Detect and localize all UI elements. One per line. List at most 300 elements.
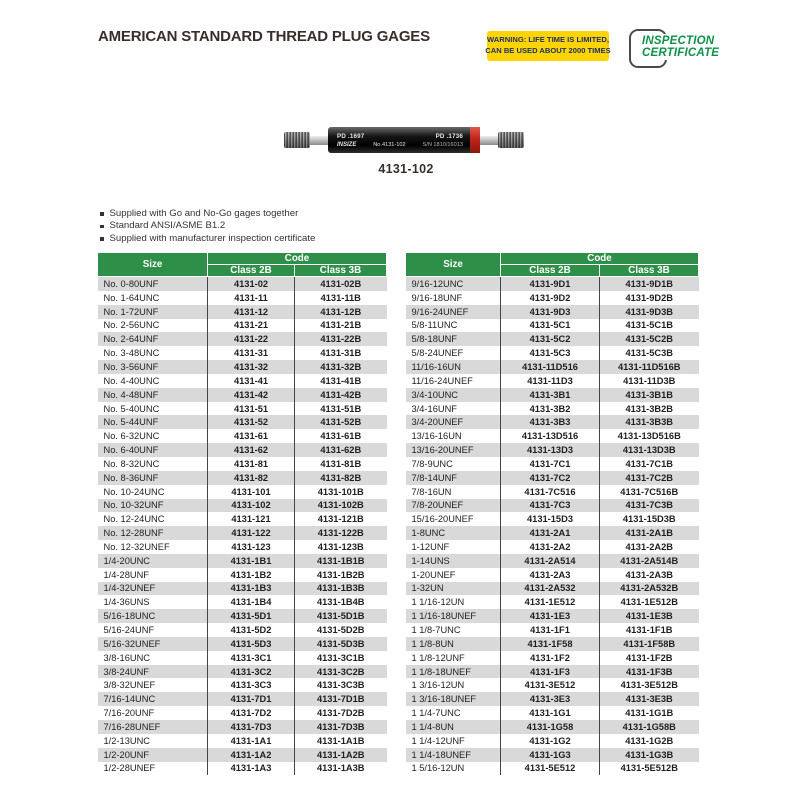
code-column-header: Code <box>208 253 387 265</box>
table-row <box>406 748 699 762</box>
size-cell: 3/8-32UNEF <box>98 678 208 692</box>
class-2b-code-cell: 4131-7C516 <box>501 485 600 499</box>
feature-list <box>100 208 315 245</box>
class-3b-code-cell: 4131-82B <box>320 472 362 483</box>
size-cell: No. 12-24UNC <box>98 512 208 526</box>
class-2b-code-cell: 4131-7C2 <box>501 471 600 485</box>
class-3b-code-cell: 4131-7C2B <box>625 472 674 483</box>
class-3b-code-cell: 4131-7C1B <box>625 458 674 469</box>
class-2b-code-cell: 4131-11D3 <box>501 374 600 388</box>
size-cell: 1/2-20UNF <box>98 748 208 762</box>
bullet-icon <box>100 237 104 241</box>
class-3b-code-cell: 4131-62B <box>320 445 362 456</box>
table-row <box>406 762 699 776</box>
class-2b-code-cell: 4131-1G58 <box>501 720 600 734</box>
certificate-line1: INSPECTION <box>642 35 715 47</box>
class-2b-code-cell: 4131-9D1 <box>501 277 600 291</box>
product-code-caption: 4131-102 <box>378 162 434 176</box>
table-row <box>406 374 699 388</box>
class-2b-code-cell: 4131-3E512 <box>501 678 600 692</box>
size-cell: 13/16-20UNEF <box>406 443 501 457</box>
table-row <box>406 346 699 360</box>
class-3b-code-cell: 4131-1B1B <box>316 555 365 566</box>
size-cell: No. 2-64UNF <box>98 332 208 346</box>
nogo-thread-tip <box>498 132 524 148</box>
class-2b-code-cell: 4131-122 <box>208 526 295 540</box>
size-column-header: Size <box>98 253 208 277</box>
class-2b-code-cell: 4131-1F3 <box>501 665 600 679</box>
size-cell: 5/16-18UNC <box>98 609 208 623</box>
class-3b-code-cell: 4131-2A514B <box>620 555 679 566</box>
certificate-label <box>639 34 722 60</box>
class-3b-code-cell: 4131-02B <box>320 278 362 289</box>
table-row <box>406 637 699 651</box>
size-cell: No. 8-32UNC <box>98 457 208 471</box>
class-2b-code-cell: 4131-5C3 <box>501 346 600 360</box>
class-2b-code-cell: 4131-3C3 <box>208 678 295 692</box>
class-3b-code-cell: 4131-3B3B <box>625 417 674 428</box>
class-2b-code-cell: 4131-1B1 <box>208 554 295 568</box>
size-cell: 3/4-16UNF <box>406 402 501 416</box>
class-3b-code-cell: 4131-122B <box>317 528 364 539</box>
class-3b-header: Class 3B <box>295 265 387 277</box>
table-row <box>406 415 699 429</box>
class-2b-code-cell: 4131-1B4 <box>208 595 295 609</box>
class-3b-code-cell: 4131-1F58B <box>623 638 676 649</box>
class-2b-code-cell: 4131-1F1 <box>501 623 600 637</box>
class-3b-code-cell: 4131-3E512B <box>620 680 678 691</box>
table-row <box>406 332 699 346</box>
feature-text: Supplied with manufacturer inspection certificate <box>109 232 316 244</box>
class-3b-code-cell: 4131-7C3B <box>625 500 674 511</box>
class-3b-code-cell: 4131-1A2B <box>316 749 365 760</box>
class-2b-code-cell: 4131-3C2 <box>208 665 295 679</box>
table-row <box>98 485 387 499</box>
size-cell: 1 1/8-8UN <box>406 637 501 651</box>
code-column-header: Code <box>501 253 699 265</box>
class-3b-code-cell: 4131-1B4B <box>316 597 365 608</box>
table-row <box>98 734 387 748</box>
class-3b-code-cell: 4131-1B2B <box>316 569 365 580</box>
class-2b-code-cell: 4131-21 <box>208 319 295 333</box>
size-cell: 1 1/4-18UNEF <box>406 748 501 762</box>
table-row <box>98 748 387 762</box>
class-2b-code-cell: 4131-1A1 <box>208 734 295 748</box>
class-3b-code-cell: 4131-51B <box>320 403 362 414</box>
class-3b-code-cell: 4131-7D3B <box>316 721 365 732</box>
class-3b-code-cell: 4131-123B <box>317 541 364 552</box>
class-3b-code-cell: 4131-1G3B <box>625 749 674 760</box>
size-cell: 1 1/4-8UN <box>406 720 501 734</box>
table-row <box>406 540 699 554</box>
spec-table-left <box>97 252 387 775</box>
table-row <box>98 305 387 319</box>
size-cell: 1-14UNS <box>406 554 501 568</box>
size-cell: 1 3/16-18UNEF <box>406 692 501 706</box>
class-3b-code-cell: 4131-1G58B <box>622 721 676 732</box>
size-cell: 3/8-16UNC <box>98 651 208 665</box>
class-3b-code-cell: 4131-1E512B <box>620 597 678 608</box>
table-row <box>98 692 387 706</box>
class-2b-code-cell: 4131-9D3 <box>501 305 600 319</box>
class-2b-code-cell: 4131-15D3 <box>501 512 600 526</box>
class-2b-code-cell: 4131-62 <box>208 443 295 457</box>
table-row <box>406 651 699 665</box>
size-cell: No. 2-56UNC <box>98 319 208 333</box>
table-row <box>98 319 387 333</box>
class-3b-code-cell: 4131-2A3B <box>625 569 674 580</box>
class-3b-code-cell: 4131-5C1B <box>625 320 674 331</box>
class-2b-header: Class 2B <box>501 265 600 277</box>
class-2b-code-cell: 4131-2A3 <box>501 568 600 582</box>
class-3b-code-cell: 4131-2A532B <box>620 583 679 594</box>
size-cell: 7/8-20UNEF <box>406 499 501 513</box>
class-2b-code-cell: 4131-52 <box>208 415 295 429</box>
size-cell: 7/8-9UNC <box>406 457 501 471</box>
table-row <box>98 762 387 776</box>
table-row <box>406 512 699 526</box>
size-cell: 1 1/8-12UNF <box>406 651 501 665</box>
class-3b-code-cell: 4131-3B1B <box>625 389 674 400</box>
size-cell: No. 3-48UNC <box>98 346 208 360</box>
class-3b-code-cell: 4131-11D3B <box>623 375 676 386</box>
table-row <box>98 499 387 513</box>
class-2b-code-cell: 4131-5C2 <box>501 332 600 346</box>
class-2b-code-cell: 4131-12 <box>208 305 295 319</box>
class-2b-code-cell: 4131-5D1 <box>208 609 295 623</box>
class-2b-code-cell: 4131-1A2 <box>208 748 295 762</box>
size-cell: 1 1/4-12UNF <box>406 734 501 748</box>
class-3b-code-cell: 4131-102B <box>317 500 364 511</box>
table-row <box>98 402 387 416</box>
table-row <box>98 443 387 457</box>
size-cell: 11/16-24UNEF <box>406 374 501 388</box>
size-cell: 13/16-16UN <box>406 429 501 443</box>
table-row <box>406 471 699 485</box>
size-cell: 9/16-18UNF <box>406 291 501 305</box>
size-cell: 7/16-20UNF <box>98 706 208 720</box>
class-3b-code-cell: 4131-1A1B <box>316 735 365 746</box>
table-row <box>406 526 699 540</box>
table-row <box>406 457 699 471</box>
class-2b-code-cell: 4131-42 <box>208 388 295 402</box>
table-row <box>98 595 387 609</box>
table-row <box>98 540 387 554</box>
table-row <box>406 499 699 513</box>
class-2b-code-cell: 4131-1E512 <box>501 595 600 609</box>
size-cell: 15/16-20UNEF <box>406 512 501 526</box>
class-3b-code-cell: 4131-5D1B <box>316 611 365 622</box>
class-3b-code-cell: 4131-1G2B <box>625 735 674 746</box>
class-3b-code-cell: 4131-5E512B <box>620 763 678 774</box>
size-cell: 1 1/16-18UNEF <box>406 609 501 623</box>
class-3b-code-cell: 4131-1F3B <box>625 666 673 677</box>
size-cell: 1-8UNC <box>406 526 501 540</box>
class-2b-code-cell: 4131-31 <box>208 346 295 360</box>
table-row <box>406 305 699 319</box>
class-2b-code-cell: 4131-1E3 <box>501 609 600 623</box>
table-row <box>406 277 699 291</box>
class-3b-code-cell: 4131-5C2B <box>625 334 674 345</box>
size-cell: No. 12-28UNF <box>98 526 208 540</box>
table-row <box>406 319 699 333</box>
size-cell: 1-20UNEF <box>406 568 501 582</box>
size-cell: No. 10-24UNC <box>98 485 208 499</box>
table-row <box>406 443 699 457</box>
model-number: No.4131-102 <box>373 141 406 148</box>
size-cell: 1 3/16-12UN <box>406 678 501 692</box>
table-row <box>406 582 699 596</box>
table-row <box>98 665 387 679</box>
class-3b-code-cell: 4131-13D516B <box>617 431 681 442</box>
bullet-icon <box>100 212 104 216</box>
table-row <box>98 457 387 471</box>
class-2b-code-cell: 4131-81 <box>208 457 295 471</box>
class-2b-code-cell: 4131-9D2 <box>501 291 600 305</box>
class-2b-code-cell: 4131-121 <box>208 512 295 526</box>
table-row <box>406 623 699 637</box>
feature-text: Standard ANSI/ASME B1.2 <box>109 220 226 232</box>
table-row <box>406 734 699 748</box>
size-cell: No. 6-40UNF <box>98 443 208 457</box>
class-2b-code-cell: 4131-13D3 <box>501 443 600 457</box>
table-row <box>98 332 387 346</box>
table-row <box>98 582 387 596</box>
size-cell: 5/16-24UNF <box>98 623 208 637</box>
class-2b-code-cell: 4131-1B3 <box>208 582 295 596</box>
size-cell: No. 4-40UNC <box>98 374 208 388</box>
table-row <box>406 665 699 679</box>
class-3b-code-cell: 4131-3E3B <box>625 694 673 705</box>
class-2b-code-cell: 4131-7D1 <box>208 692 295 706</box>
class-2b-code-cell: 4131-2A1 <box>501 526 600 540</box>
class-2b-code-cell: 4131-1G3 <box>501 748 600 762</box>
size-cell: No. 6-32UNC <box>98 429 208 443</box>
class-2b-code-cell: 4131-82 <box>208 471 295 485</box>
class-3b-code-cell: 4131-12B <box>320 306 362 317</box>
feature-text: Supplied with Go and No-Go gages together <box>109 208 299 219</box>
class-2b-code-cell: 4131-7C1 <box>501 457 600 471</box>
table-row <box>98 637 387 651</box>
table-row <box>406 609 699 623</box>
class-2b-code-cell: 4131-2A514 <box>501 554 600 568</box>
class-3b-code-cell: 4131-9D1B <box>625 278 674 289</box>
size-cell: 1 1/16-12UN <box>406 595 501 609</box>
size-column-header: Size <box>406 253 501 277</box>
class-3b-code-cell: 4131-61B <box>320 431 362 442</box>
size-cell: 1-12UNF <box>406 540 501 554</box>
class-2b-code-cell: 4131-2A532 <box>501 582 600 596</box>
class-2b-code-cell: 4131-3C1 <box>208 651 295 665</box>
class-3b-code-cell: 4131-3B2B <box>625 403 674 414</box>
class-2b-code-cell: 4131-11D516 <box>501 360 600 374</box>
table-row <box>406 706 699 720</box>
size-cell: 1-32UN <box>406 582 501 596</box>
pd-go-label: PD .1697 <box>337 132 365 140</box>
size-cell: No. 5-40UNC <box>98 402 208 416</box>
size-cell: 5/8-24UNEF <box>406 346 501 360</box>
size-cell: No. 5-44UNF <box>98 415 208 429</box>
size-cell: 1 1/4-7UNC <box>406 706 501 720</box>
table-row <box>98 720 387 734</box>
class-3b-code-cell: 4131-41B <box>320 375 362 386</box>
class-3b-code-cell: 4131-121B <box>317 514 364 525</box>
class-3b-code-cell: 4131-9D2B <box>625 292 674 303</box>
table-row <box>98 609 387 623</box>
class-3b-code-cell: 4131-1A3B <box>316 763 365 774</box>
class-2b-code-cell: 4131-1A3 <box>208 762 295 776</box>
class-2b-code-cell: 4131-1F58 <box>501 637 600 651</box>
table-row <box>98 291 387 305</box>
warning-line2: CAN BE USED ABOUT 2000 TIMES <box>485 46 611 55</box>
table-row <box>406 692 699 706</box>
table-row <box>98 623 387 637</box>
size-cell: 1 5/16-12UN <box>406 762 501 776</box>
class-2b-code-cell: 4131-3B1 <box>501 388 600 402</box>
size-cell: No. 10-32UNF <box>98 499 208 513</box>
class-3b-code-cell: 4131-5D3B <box>316 638 365 649</box>
class-2b-code-cell: 4131-51 <box>208 402 295 416</box>
class-3b-code-cell: 4131-32B <box>320 361 362 372</box>
class-3b-code-cell: 4131-9D3B <box>625 306 674 317</box>
table-row <box>98 360 387 374</box>
class-2b-code-cell: 4131-101 <box>208 485 295 499</box>
size-cell: 3/4-10UNC <box>406 388 501 402</box>
class-2b-code-cell: 4131-1G2 <box>501 734 600 748</box>
table-row <box>406 554 699 568</box>
table-row <box>98 471 387 485</box>
size-cell: 5/8-11UNC <box>406 319 501 333</box>
size-cell: 5/8-18UNF <box>406 332 501 346</box>
class-3b-code-cell: 4131-1F1B <box>625 625 673 636</box>
table-row <box>98 415 387 429</box>
class-2b-code-cell: 4131-22 <box>208 332 295 346</box>
class-2b-code-cell: 4131-02 <box>208 277 295 291</box>
class-3b-code-cell: 4131-3C1B <box>316 652 365 663</box>
class-2b-code-cell: 4131-7D2 <box>208 706 295 720</box>
size-cell: 7/8-16UN <box>406 485 501 499</box>
size-cell: No. 4-48UNF <box>98 388 208 402</box>
size-cell: No. 1-72UNF <box>98 305 208 319</box>
table-row <box>406 402 699 416</box>
size-cell: 1/2-28UNEF <box>98 762 208 776</box>
class-2b-code-cell: 4131-5D3 <box>208 637 295 651</box>
class-3b-code-cell: 4131-11D516B <box>617 361 681 372</box>
table-row <box>406 678 699 692</box>
class-2b-code-cell: 4131-7D3 <box>208 720 295 734</box>
table-row <box>406 720 699 734</box>
bullet-icon <box>100 225 104 229</box>
size-cell: 11/16-16UN <box>406 360 501 374</box>
class-3b-code-cell: 4131-3C2B <box>316 666 365 677</box>
inspection-certificate-badge <box>627 26 720 68</box>
class-2b-code-cell: 4131-1F2 <box>501 651 600 665</box>
class-3b-code-cell: 4131-5C3B <box>625 348 674 359</box>
class-2b-code-cell: 4131-102 <box>208 499 295 513</box>
product-image <box>284 126 524 154</box>
list-item <box>100 220 315 232</box>
gage-shaft-right <box>480 136 498 145</box>
class-2b-code-cell: 4131-3B2 <box>501 402 600 416</box>
class-3b-code-cell: 4131-2A2B <box>625 541 674 552</box>
table-row <box>98 277 387 291</box>
class-3b-code-cell: 4131-81B <box>320 458 362 469</box>
class-2b-header: Class 2B <box>208 265 295 277</box>
class-3b-code-cell: 4131-31B <box>320 348 362 359</box>
class-2b-code-cell: 4131-61 <box>208 429 295 443</box>
size-cell: No. 1-64UNC <box>98 291 208 305</box>
class-3b-code-cell: 4131-22B <box>320 334 362 345</box>
class-2b-code-cell: 4131-41 <box>208 374 295 388</box>
class-2b-code-cell: 4131-3B3 <box>501 415 600 429</box>
class-3b-code-cell: 4131-42B <box>320 389 362 400</box>
class-3b-code-cell: 4131-1G1B <box>625 708 674 719</box>
size-cell: 5/16-32UNEF <box>98 637 208 651</box>
pd-nogo-label: PD .1736 <box>435 132 463 140</box>
table-row <box>98 388 387 402</box>
class-3b-code-cell: 4131-7D1B <box>316 694 365 705</box>
class-2b-code-cell: 4131-1G1 <box>501 706 600 720</box>
table-row <box>98 512 387 526</box>
class-3b-code-cell: 4131-5D2B <box>316 625 365 636</box>
class-3b-code-cell: 4131-2A1B <box>625 528 674 539</box>
table-row <box>98 554 387 568</box>
size-cell: 1/4-32UNEF <box>98 582 208 596</box>
class-2b-code-cell: 4131-7C3 <box>501 499 600 513</box>
size-cell: 1/4-20UNC <box>98 554 208 568</box>
size-cell: 9/16-12UNC <box>406 277 501 291</box>
table-row <box>98 678 387 692</box>
size-cell: 3/4-20UNEF <box>406 415 501 429</box>
class-2b-code-cell: 4131-1B2 <box>208 568 295 582</box>
table-row <box>406 568 699 582</box>
gage-handle <box>328 127 470 153</box>
class-3b-code-cell: 4131-7C516B <box>620 486 679 497</box>
table-row <box>98 706 387 720</box>
size-cell: 1 1/8-7UNC <box>406 623 501 637</box>
gage-shaft-left <box>310 136 328 145</box>
go-thread-tip <box>284 132 310 148</box>
table-row <box>98 526 387 540</box>
class-2b-code-cell: 4131-11 <box>208 291 295 305</box>
class-3b-code-cell: 4131-7D2B <box>316 708 365 719</box>
list-item <box>100 208 315 220</box>
size-cell: 1/2-13UNC <box>98 734 208 748</box>
table-row <box>406 291 699 305</box>
class-2b-code-cell: 4131-3E3 <box>501 692 600 706</box>
size-cell: No. 12-32UNEF <box>98 540 208 554</box>
warning-line1: WARNING: LIFE TIME IS LIMITED, <box>487 35 609 45</box>
nogo-red-band <box>470 127 480 153</box>
size-cell: 7/16-14UNC <box>98 692 208 706</box>
warning-badge <box>487 31 609 61</box>
size-cell: 1/4-36UNS <box>98 595 208 609</box>
table-row <box>98 346 387 360</box>
class-3b-code-cell: 4131-1F2B <box>625 652 673 663</box>
table-row <box>98 429 387 443</box>
table-row <box>406 485 699 499</box>
class-3b-code-cell: 4131-11B <box>320 292 361 303</box>
size-cell: 1 1/8-18UNEF <box>406 665 501 679</box>
table-row <box>406 388 699 402</box>
list-item <box>100 233 315 245</box>
brand-logo: INSIZE <box>337 141 357 148</box>
class-2b-code-cell: 4131-13D516 <box>501 429 600 443</box>
table-row <box>406 595 699 609</box>
class-2b-code-cell: 4131-2A2 <box>501 540 600 554</box>
class-2b-code-cell: 4131-5C1 <box>501 319 600 333</box>
size-cell: 1/4-28UNF <box>98 568 208 582</box>
